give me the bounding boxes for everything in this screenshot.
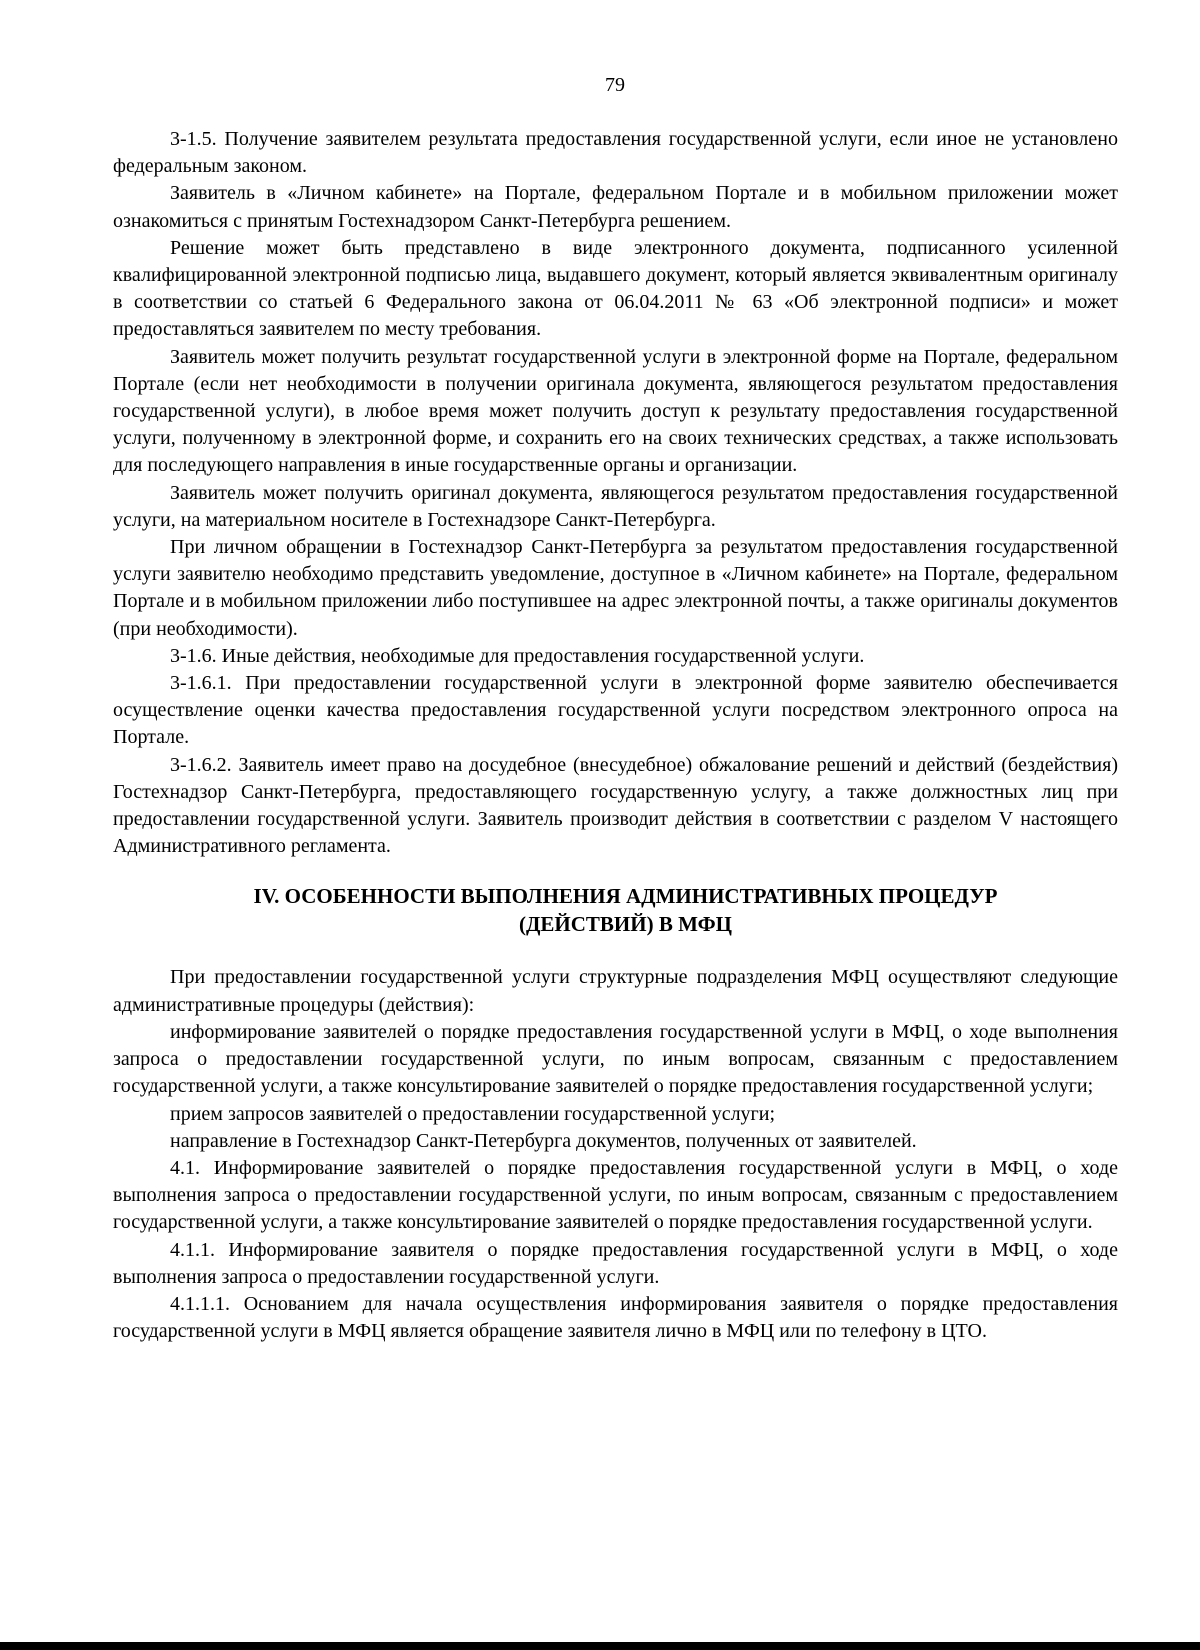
paragraph: При личном обращении в Гостехнадзор Санкт-Петербурга за результатом предоставления государственной услуги заявителю необходимо представить уведомление, доступное в «Личном кабинете» на Портале, федеральном Портале и в мобильном приложении либо поступившее на адрес электронной почты, а также оригиналы документов (при необходимости). bbox=[113, 536, 1118, 640]
paragraph: информирование заявителей о порядке предоставления государственной услуги в МФЦ, о ходе выполнения запроса о предоставлении государственной услуги, по иным вопросам, связанным с предоставлением государственной услуги, а также консультирование заявителей о порядке предоставления государственной услуги; bbox=[113, 1020, 1118, 1098]
paragraph: 3-1.5. Получение заявителем результата предоставления государственной услуги, если иное не установлено федеральным законом. bbox=[113, 128, 1118, 178]
scan-edge bbox=[0, 1642, 1200, 1650]
paragraph: 4.1. Информирование заявителей о порядке предоставления государственной услуги в МФЦ, о ходе выполнения запроса о предоставлении государственной услуги, по иным вопросам, связанным с предоставлением государственной услуги, а также консультирование заявителей о порядке предоставления государственной услуги. bbox=[113, 1156, 1118, 1234]
section-title bbox=[133, 882, 1118, 938]
paragraph: Заявитель может получить оригинал документа, являющегося результатом предоставления государственной услуги, на материальном носителе в Гостехнадзоре Санкт-Петербурга. bbox=[113, 481, 1118, 531]
paragraph: 3-1.6. Иные действия, необходимые для предоставления государственной услуги. bbox=[170, 644, 865, 667]
section-title-line: IV. ОСОБЕННОСТИ ВЫПОЛНЕНИЯ АДМИНИСТРАТИВНЫХ ПРОЦЕДУР bbox=[253, 884, 998, 909]
page-number: 79 bbox=[605, 74, 625, 96]
paragraph: 4.1.1.1. Основанием для начала осуществления информирования заявителя о порядке предоставления государственной услуги в МФЦ является обращение заявителя лично в МФЦ или по телефону в ЦТО. bbox=[113, 1292, 1118, 1343]
paragraph: Заявитель может получить результат государственной услуги в электронной форме на Портале, федеральном Портале (если нет необходимости в получении оригинала документа, являющегося результатом предоставления государственной услуги), в любое время может получить доступ к результату предоставления государственной услуги, полученному в электронной форме, и сохранить его на своих технических средствах, а также использовать для последующего направления в иные государственные органы и организации. bbox=[113, 345, 1118, 477]
paragraph: прием запросов заявителей о предоставлении государственной услуги; bbox=[170, 1102, 776, 1125]
paragraph: При предоставлении государственной услуги структурные подразделения МФЦ осуществляют следующие административные процедуры (действия): bbox=[113, 966, 1118, 1016]
paragraph: 4.1.1. Информирование заявителя о порядке предоставления государственной услуги в МФЦ, о ходе выполнения запроса о предоставлении государственной услуги. bbox=[113, 1238, 1118, 1288]
paragraph: Заявитель в «Личном кабинете» на Портале, федеральном Портале и в мобильном приложении может ознакомиться с принятым Гостехнадзором Санкт-Петербурга решением. bbox=[113, 182, 1118, 232]
paragraph: 3-1.6.1. При предоставлении государственной услуги в электронной форме заявителю обеспечивается осуществление оценки качества предоставления государственной услуги посредством электронного опроса на Портале. bbox=[113, 672, 1118, 749]
section-title-line: (ДЕЙСТВИЙ) В МФЦ bbox=[518, 912, 733, 937]
document-body bbox=[113, 126, 1118, 1345]
paragraph: направление в Гостехнадзор Санкт-Петербурга документов, полученных от заявителей. bbox=[170, 1129, 917, 1152]
paragraph: 3-1.6.2. Заявитель имеет право на досудебное (внесудебное) обжалование решений и действий (бездействия) Гостехнадзор Санкт-Петербурга, предоставляющего государственную услугу, а также должностных лиц при предоставлении государственной услуги. Заявитель производит действия в соответствии с разделом V настоящего Административного регламента. bbox=[113, 753, 1118, 858]
paragraph: Решение может быть представлено в виде электронного документа, подписанного усиленной квалифицированной электронной подписью лица, выдавшего документ, который является эквивалентным оригиналу в соответствии со статьей 6 Федерального закона от 06.04.2011 № 63 «Об электронной подписи» и может предоставляться заявителем по месту требования. bbox=[113, 236, 1118, 341]
